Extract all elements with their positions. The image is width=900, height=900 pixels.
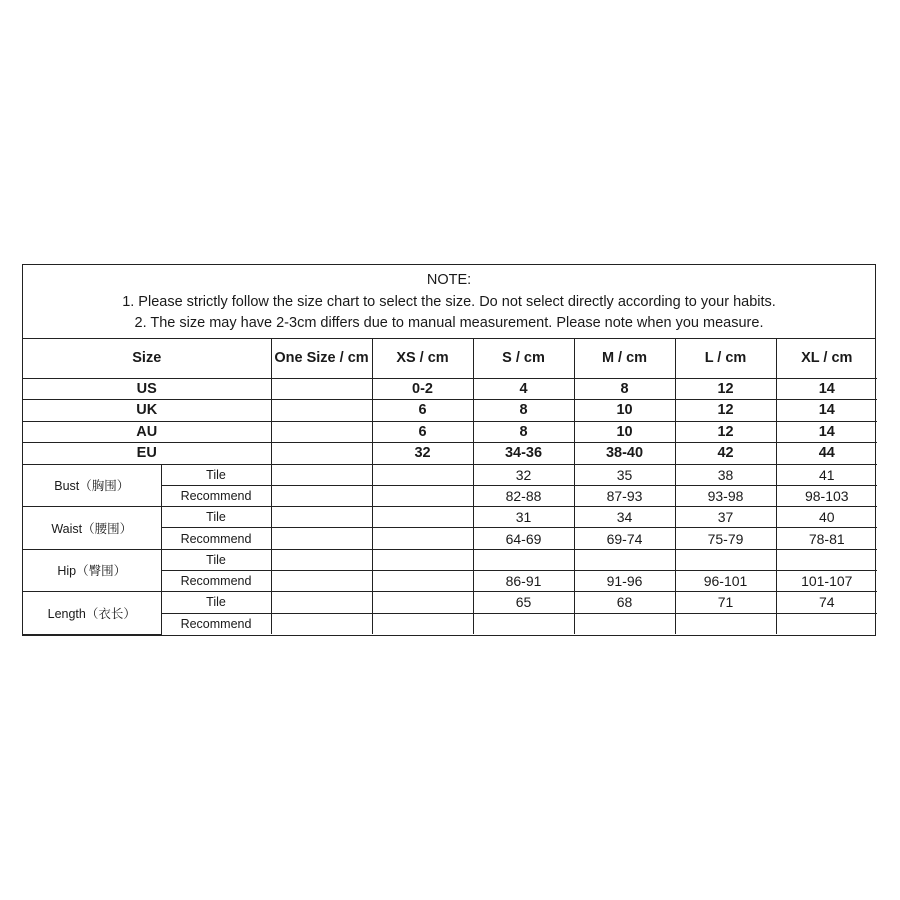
standard-row <box>23 400 877 422</box>
one-size-cell <box>271 549 372 570</box>
standard-label: UK <box>23 400 271 422</box>
header-row <box>23 339 877 378</box>
size-cell: 8 <box>574 378 675 400</box>
measurement-type: Recommend <box>161 485 271 506</box>
header-m: M / cm <box>574 339 675 378</box>
measurement-cell: 41 <box>776 464 877 485</box>
note-line-2: 2. The size may have 2-3cm differs due to manual measurement. Please note when you measure. <box>134 315 764 331</box>
size-cell: 42 <box>675 443 776 465</box>
measurement-cell <box>372 464 473 485</box>
one-size-cell <box>271 464 372 485</box>
size-cell: 0-2 <box>372 378 473 400</box>
one-size-cell <box>271 507 372 528</box>
measurement-type: Tile <box>161 464 271 485</box>
size-cell: 34-36 <box>473 443 574 465</box>
measurement-row <box>23 592 877 613</box>
measurement-cell: 93-98 <box>675 485 776 506</box>
measurement-cell <box>675 549 776 570</box>
one-size-cell <box>271 485 372 506</box>
measurement-cell <box>372 592 473 613</box>
standard-row <box>23 378 877 400</box>
size-cell: 6 <box>372 421 473 443</box>
size-cell: 14 <box>776 378 877 400</box>
standard-row <box>23 443 877 465</box>
measurement-cell <box>372 528 473 549</box>
one-size-cell <box>271 378 372 400</box>
measurement-cell: 32 <box>473 464 574 485</box>
measurement-cell <box>372 507 473 528</box>
one-size-cell <box>271 613 372 634</box>
measurement-cell: 38 <box>675 464 776 485</box>
one-size-cell <box>271 400 372 422</box>
one-size-cell <box>271 421 372 443</box>
measurement-cell: 69-74 <box>574 528 675 549</box>
measurement-cell <box>372 549 473 570</box>
standard-label: EU <box>23 443 271 465</box>
size-cell: 4 <box>473 378 574 400</box>
measurement-type: Tile <box>161 507 271 528</box>
size-cell: 12 <box>675 400 776 422</box>
header-one-size: One Size / cm <box>271 339 372 378</box>
measurement-cell: 87-93 <box>574 485 675 506</box>
header-xs: XS / cm <box>372 339 473 378</box>
measurement-cell <box>574 613 675 634</box>
one-size-cell <box>271 443 372 465</box>
size-cell: 12 <box>675 421 776 443</box>
size-cell: 10 <box>574 421 675 443</box>
measurement-cell: 101-107 <box>776 570 877 591</box>
size-cell: 14 <box>776 421 877 443</box>
measurement-cell: 40 <box>776 507 877 528</box>
standard-row <box>23 421 877 443</box>
header-xl: XL / cm <box>776 339 877 378</box>
measurement-cell <box>675 613 776 634</box>
measurement-label: Length（衣长） <box>23 592 161 635</box>
header-size: Size <box>23 339 271 378</box>
measurement-cell: 68 <box>574 592 675 613</box>
measurement-cell: 86-91 <box>473 570 574 591</box>
measurement-type: Tile <box>161 592 271 613</box>
measurement-cell <box>574 549 675 570</box>
measurement-row <box>23 507 877 528</box>
size-cell: 10 <box>574 400 675 422</box>
measurement-cell: 98-103 <box>776 485 877 506</box>
size-cell: 6 <box>372 400 473 422</box>
one-size-cell <box>271 570 372 591</box>
size-cell: 14 <box>776 400 877 422</box>
header-s: S / cm <box>473 339 574 378</box>
size-cell: 8 <box>473 400 574 422</box>
measurement-cell <box>776 613 877 634</box>
note-box <box>23 265 875 339</box>
measurement-row <box>23 549 877 570</box>
measurement-type: Recommend <box>161 613 271 634</box>
measurement-cell <box>776 549 877 570</box>
measurement-cell <box>372 485 473 506</box>
size-table <box>23 339 877 635</box>
standard-label: US <box>23 378 271 400</box>
measurement-cell: 91-96 <box>574 570 675 591</box>
measurement-cell: 71 <box>675 592 776 613</box>
measurement-cell: 64-69 <box>473 528 574 549</box>
size-cell: 38-40 <box>574 443 675 465</box>
measurement-cell: 37 <box>675 507 776 528</box>
measurement-cell <box>473 549 574 570</box>
measurement-cell: 78-81 <box>776 528 877 549</box>
measurement-cell: 31 <box>473 507 574 528</box>
measurement-cell: 96-101 <box>675 570 776 591</box>
measurement-cell: 75-79 <box>675 528 776 549</box>
one-size-cell <box>271 528 372 549</box>
size-cell: 44 <box>776 443 877 465</box>
measurement-label: Bust（胸围） <box>23 464 161 507</box>
note-line-1: 1. Please strictly follow the size chart to select the size. Do not select directly according to your habits. <box>122 293 776 310</box>
measurement-label: Waist（腰围） <box>23 507 161 550</box>
size-cell: 8 <box>473 421 574 443</box>
measurement-row <box>23 464 877 485</box>
measurement-cell <box>372 570 473 591</box>
measurement-cell: 74 <box>776 592 877 613</box>
note-title: NOTE: <box>426 272 472 288</box>
measurement-label: Hip（臀围） <box>23 549 161 592</box>
measurement-cell <box>372 613 473 634</box>
size-chart <box>22 264 876 636</box>
standard-label: AU <box>23 421 271 443</box>
measurement-type: Recommend <box>161 528 271 549</box>
measurement-type: Recommend <box>161 570 271 591</box>
size-cell: 32 <box>372 443 473 465</box>
header-l: L / cm <box>675 339 776 378</box>
measurement-cell: 82-88 <box>473 485 574 506</box>
measurement-cell: 34 <box>574 507 675 528</box>
measurement-cell: 35 <box>574 464 675 485</box>
measurement-cell <box>473 613 574 634</box>
one-size-cell <box>271 592 372 613</box>
measurement-type: Tile <box>161 549 271 570</box>
size-cell: 12 <box>675 378 776 400</box>
measurement-cell: 65 <box>473 592 574 613</box>
